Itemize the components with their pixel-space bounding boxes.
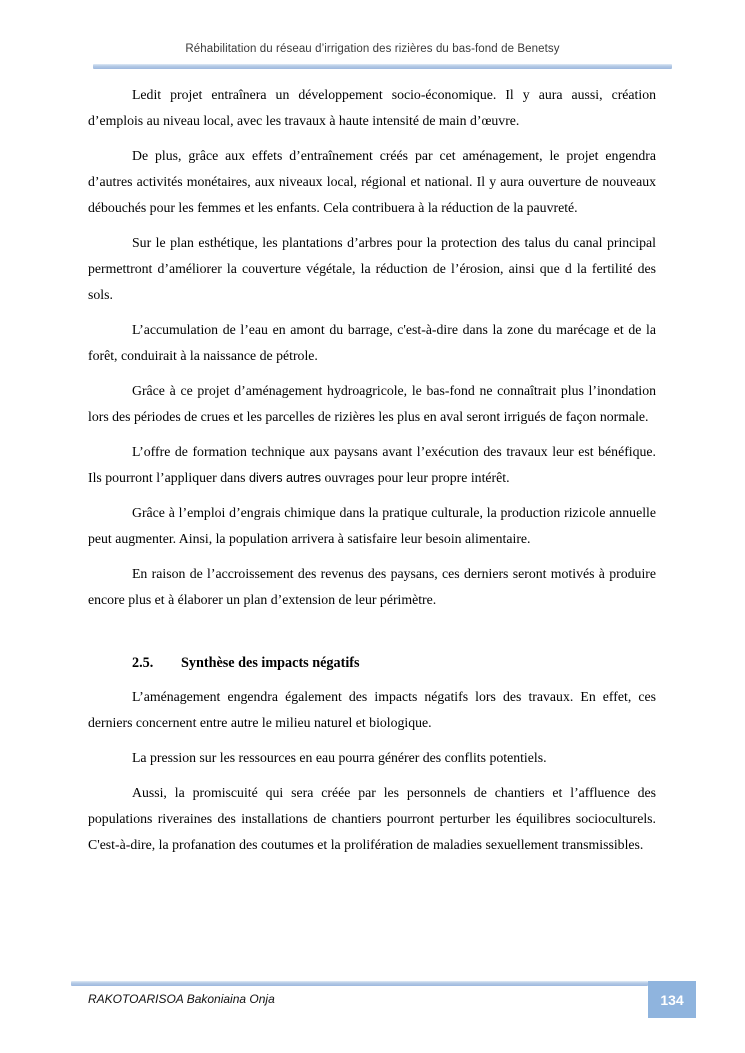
paragraph: La pression sur les ressources en eau pourra générer des conflits potentiels.: [132, 750, 547, 765]
section-heading: [132, 650, 656, 676]
paragraph-text: L’offre de formation technique aux paysans avant l’exécution des travaux leur est bénéfique. Ils pourront l’appliquer dans: [88, 444, 656, 485]
paragraph: Grâce à ce projet d’aménagement hydroagricole, le bas-fond ne connaîtrait plus l’inondation lors des périodes de crues et les parcelles de rizières les plus en aval seront irrigués de façon normale.: [88, 383, 656, 424]
page-body: [88, 82, 656, 867]
paragraph-text: ouvrages pour leur propre intérêt.: [321, 470, 510, 485]
paragraph: De plus, grâce aux effets d’entraînement créés par cet aménagement, le projet engendra d’autres activités monétaires, aux niveaux local, régional et national. Il y aura ouverture de nouveaux débouchés pour les femmes et les enfants. Cela contribuera à la réduction de la pauvreté.: [88, 148, 656, 215]
paragraph: L’accumulation de l’eau en amont du barrage, c'est-à-dire dans la zone du marécage et de la forêt, conduirait à la naissance de pétrole.: [88, 322, 656, 363]
header-rule: [93, 64, 672, 69]
paragraph: Sur le plan esthétique, les plantations d’arbres pour la protection des talus du canal principal permettront d’améliorer la couverture végétale, la réduction de l’érosion, ainsi que d la fertilité des sols.: [88, 235, 656, 302]
footer-author: RAKOTOARISOA Bakoniaina Onja: [88, 992, 275, 1006]
section-title: Synthèse des impacts négatifs: [181, 655, 360, 671]
page-number-badge: 134: [648, 981, 696, 1018]
paragraph-text-sans: divers autres: [248, 471, 322, 485]
paragraph: Grâce à l’emploi d’engrais chimique dans la pratique culturale, la production rizicole annuelle peut augmenter. Ainsi, la population arrivera à satisfaire leur besoin alimentaire.: [88, 505, 656, 546]
paragraph: L’aménagement engendra également des impacts négatifs lors des travaux. En effet, ces derniers concernent entre autre le milieu naturel et biologique.: [88, 689, 656, 730]
paragraph: Ledit projet entraînera un développement socio-économique. Il y aura aussi, création d’emplois au niveau local, avec les travaux à haute intensité de main d’œuvre.: [88, 87, 656, 128]
paragraph-formation: [88, 439, 656, 491]
section-number: 2.5.: [132, 655, 154, 671]
paragraph: Aussi, la promiscuité qui sera créée par les personnels de chantiers et l’affluence des populations riveraines des installations de chantiers pourront perturber les équilibres socioculturels. C'est-à-dire, la profanation des coutumes et la prolifération de maladies sexuellement transmissibles.: [88, 785, 656, 852]
paragraph: En raison de l’accroissement des revenus des paysans, ces derniers seront motivés à produire encore plus et à élaborer un plan d’extension de leur périmètre.: [88, 566, 656, 607]
page-header-title: Réhabilitation du réseau d’irrigation des rizières du bas-fond de Benetsy: [185, 43, 560, 55]
footer-rule: [71, 981, 648, 986]
